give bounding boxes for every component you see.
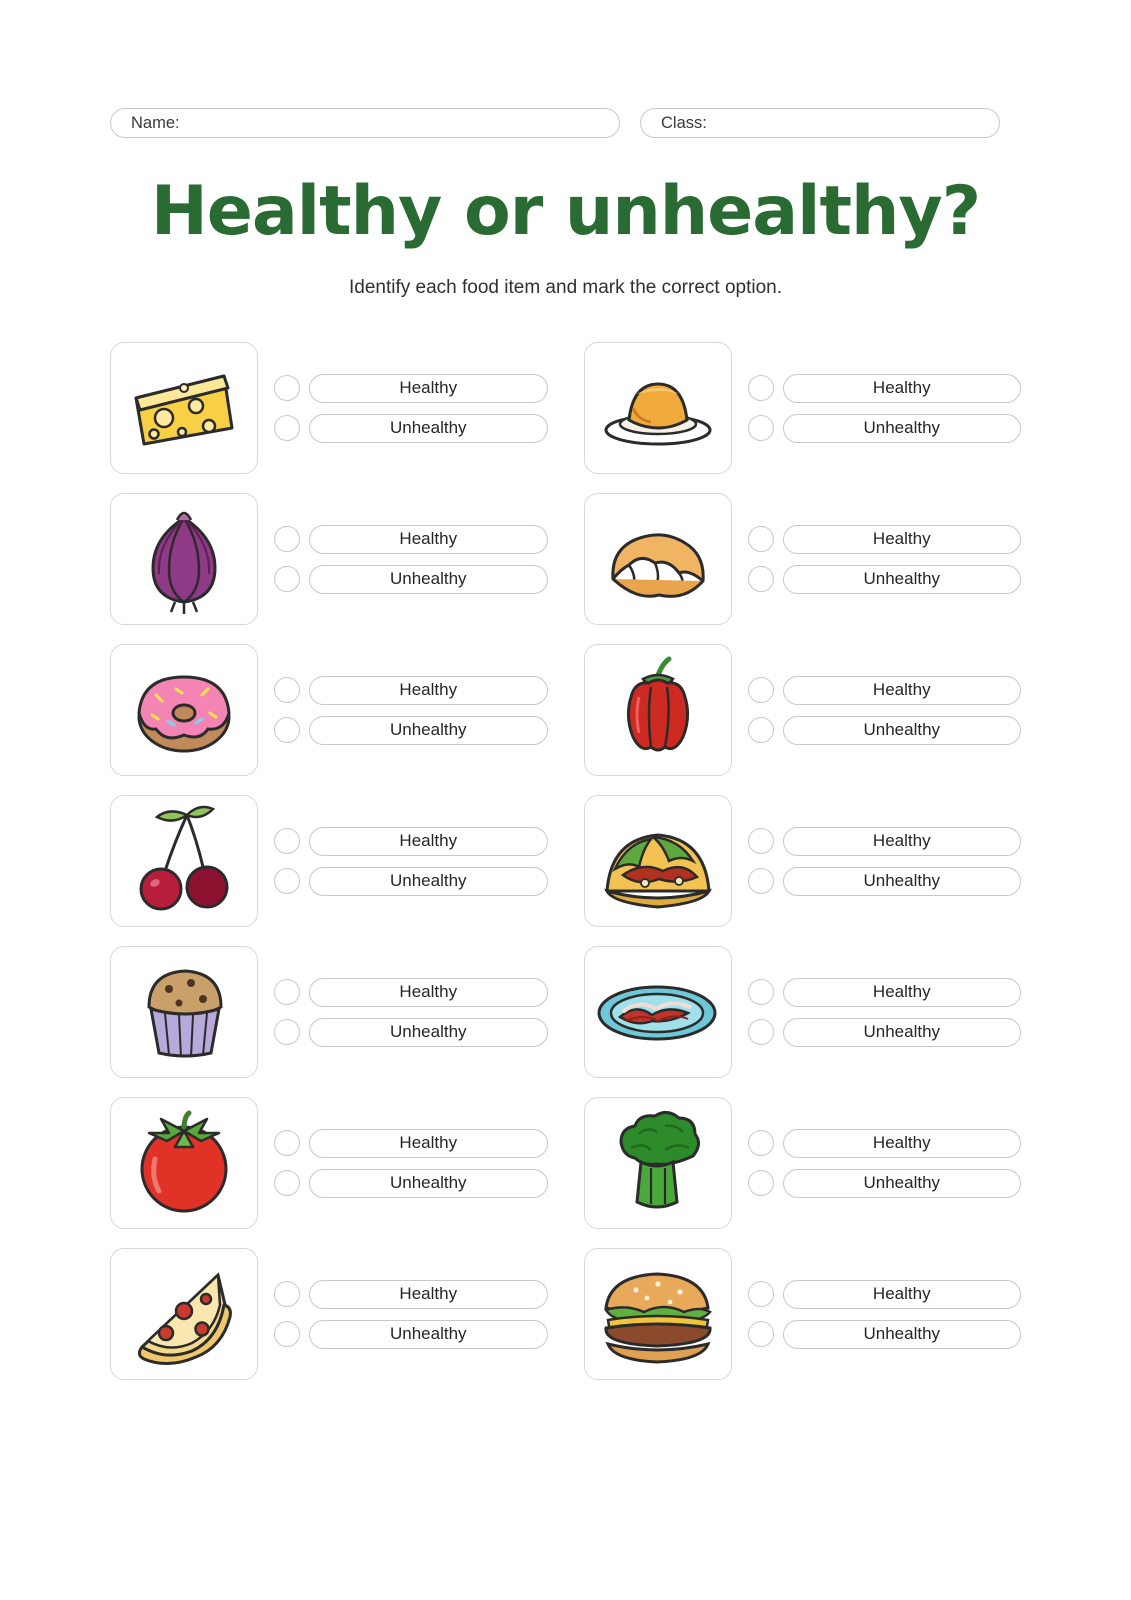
food-card-taco: [584, 795, 732, 927]
burger-icon: [590, 1262, 725, 1367]
radio-bubble-unhealthy[interactable]: [748, 566, 774, 592]
radio-bubble-healthy[interactable]: [748, 979, 774, 1005]
option-healthy[interactable]: [274, 978, 548, 1007]
option-unhealthy[interactable]: [748, 1169, 1022, 1198]
question-row: [584, 488, 1022, 630]
options-group: [274, 978, 548, 1047]
options-group: [748, 1129, 1022, 1198]
radio-bubble-healthy[interactable]: [748, 1130, 774, 1156]
option-label-healthy[interactable]: Healthy: [783, 978, 1022, 1007]
flan-custard-icon: [593, 358, 723, 458]
question-row: [110, 337, 548, 479]
radio-bubble-unhealthy[interactable]: [748, 1019, 774, 1045]
options-group: [748, 374, 1022, 443]
option-label-unhealthy[interactable]: Unhealthy: [783, 1169, 1022, 1198]
question-row: [110, 488, 548, 630]
option-label-unhealthy[interactable]: Unhealthy: [783, 1320, 1022, 1349]
food-card-burger: [584, 1248, 732, 1380]
radio-bubble-unhealthy[interactable]: [274, 1321, 300, 1347]
options-group: [274, 676, 548, 745]
option-label-healthy[interactable]: Healthy: [309, 676, 548, 705]
radio-bubble-healthy[interactable]: [274, 979, 300, 1005]
food-card-tomato: [110, 1097, 258, 1229]
page-subtitle: Identify each food item and mark the correct option.: [348, 277, 782, 299]
option-label-healthy[interactable]: Healthy: [783, 525, 1022, 554]
options-group: [274, 827, 548, 896]
option-unhealthy[interactable]: [274, 414, 548, 443]
class-field-label: Class:: [661, 113, 707, 132]
radio-bubble-healthy[interactable]: [274, 828, 300, 854]
options-group: [748, 525, 1022, 594]
option-label-healthy[interactable]: Healthy: [783, 374, 1022, 403]
question-row: [110, 1092, 548, 1234]
options-group: [748, 978, 1022, 1047]
pizza-slice-icon: [122, 1259, 247, 1369]
donut-icon: [124, 655, 244, 765]
option-label-unhealthy[interactable]: Unhealthy: [309, 1320, 548, 1349]
option-healthy[interactable]: [274, 827, 548, 856]
option-label-healthy[interactable]: Healthy: [309, 374, 548, 403]
bell-pepper-icon: [603, 653, 713, 768]
option-unhealthy[interactable]: [748, 716, 1022, 745]
radio-bubble-unhealthy[interactable]: [274, 1170, 300, 1196]
tomato-icon: [125, 1107, 243, 1219]
option-label-healthy[interactable]: Healthy: [309, 827, 548, 856]
option-unhealthy[interactable]: [274, 867, 548, 896]
radio-bubble-healthy[interactable]: [748, 828, 774, 854]
option-healthy[interactable]: [274, 676, 548, 705]
food-card-croissant: [584, 493, 732, 625]
option-unhealthy[interactable]: [748, 1018, 1022, 1047]
radio-bubble-unhealthy[interactable]: [748, 868, 774, 894]
option-label-unhealthy[interactable]: Unhealthy: [309, 716, 548, 745]
radio-bubble-unhealthy[interactable]: [274, 717, 300, 743]
food-card-donut: [110, 644, 258, 776]
question-row: [110, 941, 548, 1083]
option-unhealthy[interactable]: [748, 867, 1022, 896]
food-card-muffin: [110, 946, 258, 1078]
option-healthy[interactable]: [748, 374, 1022, 403]
question-row: [110, 639, 548, 781]
option-label-healthy[interactable]: Healthy: [309, 525, 548, 554]
options-group: [274, 1129, 548, 1198]
options-group: [274, 374, 548, 443]
option-healthy[interactable]: [748, 525, 1022, 554]
options-group: [748, 827, 1022, 896]
option-healthy[interactable]: [274, 374, 548, 403]
food-card-cherries: [110, 795, 258, 927]
option-label-healthy[interactable]: Healthy: [783, 1129, 1022, 1158]
question-row: [584, 941, 1022, 1083]
cherries-icon: [129, 801, 239, 921]
radio-bubble-healthy[interactable]: [274, 375, 300, 401]
option-label-healthy[interactable]: Healthy: [783, 827, 1022, 856]
radio-bubble-unhealthy[interactable]: [748, 717, 774, 743]
broccoli-icon: [599, 1104, 717, 1222]
question-row: [584, 337, 1022, 479]
option-label-healthy[interactable]: Healthy: [783, 1280, 1022, 1309]
cheese-wedge-icon: [124, 358, 244, 458]
name-field[interactable]: [110, 108, 620, 138]
food-card-bacon: [584, 946, 732, 1078]
option-unhealthy[interactable]: [748, 414, 1022, 443]
option-unhealthy[interactable]: [274, 716, 548, 745]
option-label-unhealthy[interactable]: Unhealthy: [783, 414, 1022, 443]
bacon-plate-icon: [590, 967, 725, 1057]
radio-bubble-unhealthy[interactable]: [274, 868, 300, 894]
radio-bubble-healthy[interactable]: [274, 1281, 300, 1307]
options-group: [748, 1280, 1022, 1349]
option-healthy[interactable]: [748, 978, 1022, 1007]
radio-bubble-healthy[interactable]: [748, 677, 774, 703]
options-group: [748, 676, 1022, 745]
page-title: Healthy or unhealthy?: [150, 172, 981, 251]
option-unhealthy[interactable]: [274, 565, 548, 594]
question-row: [584, 790, 1022, 932]
radio-bubble-healthy[interactable]: [748, 375, 774, 401]
radio-bubble-unhealthy[interactable]: [274, 415, 300, 441]
red-onion-icon: [129, 502, 239, 617]
option-label-unhealthy[interactable]: Unhealthy: [783, 867, 1022, 896]
food-card-pizza: [110, 1248, 258, 1380]
option-healthy[interactable]: [748, 1129, 1022, 1158]
option-label-unhealthy[interactable]: Unhealthy: [309, 1169, 548, 1198]
option-unhealthy[interactable]: [274, 1320, 548, 1349]
option-healthy[interactable]: [748, 676, 1022, 705]
option-label-unhealthy[interactable]: Unhealthy: [309, 867, 548, 896]
radio-bubble-healthy[interactable]: [274, 677, 300, 703]
food-card-onion: [110, 493, 258, 625]
radio-bubble-healthy[interactable]: [748, 1281, 774, 1307]
option-label-healthy[interactable]: Healthy: [309, 1280, 548, 1309]
question-row: [584, 639, 1022, 781]
question-row: [584, 1243, 1022, 1385]
option-healthy[interactable]: [748, 827, 1022, 856]
option-label-unhealthy[interactable]: Unhealthy: [309, 565, 548, 594]
question-row: [110, 790, 548, 932]
radio-bubble-unhealthy[interactable]: [274, 566, 300, 592]
taco-icon: [593, 809, 723, 914]
option-healthy[interactable]: [274, 1280, 548, 1309]
food-card-pepper: [584, 644, 732, 776]
question-row: [584, 1092, 1022, 1234]
radio-bubble-unhealthy[interactable]: [748, 415, 774, 441]
croissant-icon: [593, 509, 723, 609]
option-unhealthy[interactable]: [274, 1018, 548, 1047]
radio-bubble-healthy[interactable]: [274, 526, 300, 552]
student-info-fields: [110, 0, 1021, 138]
question-row: [110, 1243, 548, 1385]
options-group: [274, 1280, 548, 1349]
radio-bubble-healthy[interactable]: [274, 1130, 300, 1156]
option-unhealthy[interactable]: [274, 1169, 548, 1198]
muffin-icon: [127, 955, 242, 1070]
food-card-flan: [584, 342, 732, 474]
radio-bubble-unhealthy[interactable]: [748, 1321, 774, 1347]
radio-bubble-unhealthy[interactable]: [274, 1019, 300, 1045]
option-healthy[interactable]: [274, 1129, 548, 1158]
options-group: [274, 525, 548, 594]
option-label-healthy[interactable]: Healthy: [309, 978, 548, 1007]
option-label-healthy[interactable]: Healthy: [309, 1129, 548, 1158]
food-card-cheese: [110, 342, 258, 474]
option-unhealthy[interactable]: [748, 565, 1022, 594]
option-label-unhealthy[interactable]: Unhealthy: [309, 414, 548, 443]
option-healthy[interactable]: [748, 1280, 1022, 1309]
option-label-unhealthy[interactable]: Unhealthy: [309, 1018, 548, 1047]
food-card-broccoli: [584, 1097, 732, 1229]
option-healthy[interactable]: [274, 525, 548, 554]
option-label-unhealthy[interactable]: Unhealthy: [783, 565, 1022, 594]
name-field-label: Name:: [131, 113, 180, 132]
question-grid: [110, 337, 1021, 1385]
option-label-unhealthy[interactable]: Unhealthy: [783, 1018, 1022, 1047]
option-label-healthy[interactable]: Healthy: [783, 676, 1022, 705]
option-unhealthy[interactable]: [748, 1320, 1022, 1349]
radio-bubble-unhealthy[interactable]: [748, 1170, 774, 1196]
option-label-unhealthy[interactable]: Unhealthy: [783, 716, 1022, 745]
radio-bubble-healthy[interactable]: [748, 526, 774, 552]
class-field[interactable]: [640, 108, 1000, 138]
